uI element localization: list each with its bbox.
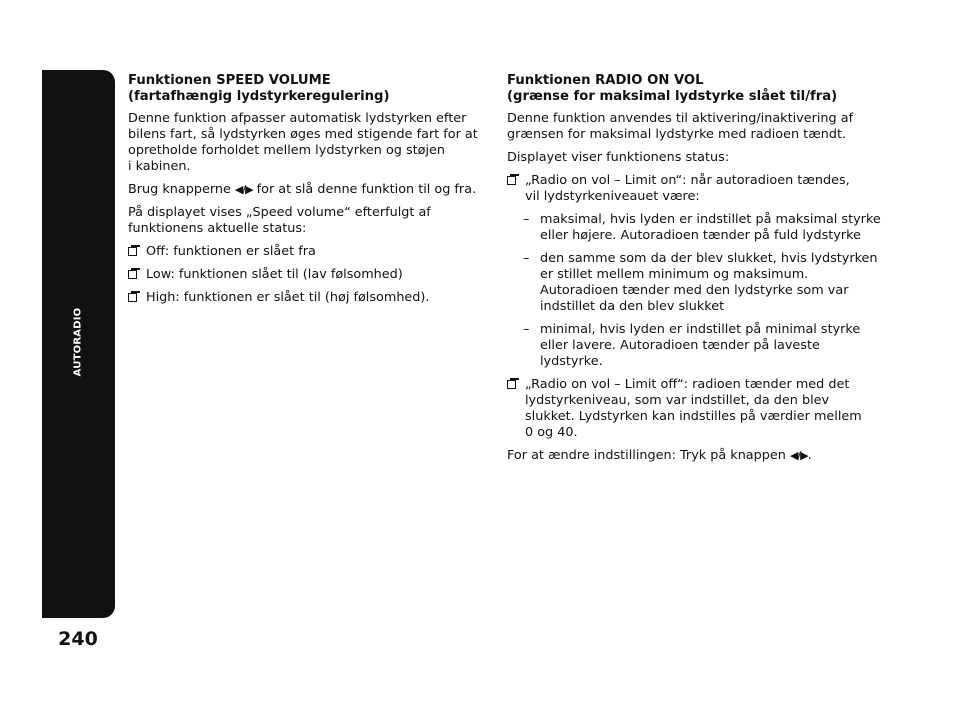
heading-line: Funktionen RADIO ON VOL: [507, 73, 704, 88]
left-right-arrow-icon: ◀/▶: [789, 449, 808, 462]
text-line: 0 og 40.: [525, 425, 578, 440]
list-item-text: High: funktionen er slået til (høj følsomhed).: [146, 290, 430, 305]
text-line: „Radio on vol – Limit on“: når autoradioen tændes,: [525, 173, 850, 188]
list-item-text: Low: funktionen slået til (lav følsomhed): [146, 267, 403, 282]
text-line: er stillet mellem minimum og maksimum.: [540, 267, 809, 282]
text-line: Autoradioen tænder med den lydstyrke som var: [540, 283, 849, 298]
text-line: eller lavere. Autoradioen tænder på laveste: [540, 338, 820, 353]
list-item: [507, 173, 862, 205]
text-line: slukket. Lydstyrken kan indstilles på værdier mellem: [525, 409, 862, 424]
section-label: AUTORADIO: [72, 307, 84, 377]
text-line: minimal, hvis lyden er indstillet på minimal styrke: [540, 322, 861, 337]
text-line: Denne funktion anvendes til aktivering/inaktivering af: [507, 111, 854, 126]
checkbox-bullet-icon: [507, 176, 516, 185]
sub-list-item: [507, 212, 881, 244]
speed-volume-section: [128, 73, 483, 313]
checkbox-bullet-icon: [128, 293, 137, 302]
radio-on-vol-heading: [507, 73, 862, 105]
list-item-text: Off: funktionen er slået fra: [146, 244, 316, 259]
checkbox-bullet-icon: [507, 380, 516, 389]
text-line: Denne funktion afpasser automatisk lydstyrken efter: [128, 111, 467, 126]
heading-line: Funktionen SPEED VOLUME: [128, 73, 331, 88]
heading-line: (grænse for maksimal lydstyrke slået til/fra): [507, 89, 838, 104]
button-instruction: [128, 182, 483, 198]
list-item: [507, 377, 862, 441]
text-line: i kabinen.: [128, 159, 191, 174]
page-number: 240: [58, 628, 98, 650]
text-fragment: For at ændre indstillingen: Tryk på knappen: [507, 448, 790, 463]
list-item: [128, 244, 483, 260]
text-line: den samme som da der blev slukket, hvis lydstyrken: [540, 251, 878, 266]
text-line: funktionens aktuelle status:: [128, 221, 307, 236]
checkbox-bullet-icon: [128, 247, 137, 256]
text-fragment: .: [807, 448, 812, 463]
sub-list-item: [507, 251, 878, 315]
text-line: opretholde forholdet mellem lydstyrken og støjen: [128, 143, 446, 158]
text-line: vil lydstyrkeniveauet være:: [525, 189, 700, 204]
list-item: [128, 290, 483, 306]
speed-volume-intro: [128, 111, 483, 175]
text-line: lydstyrke.: [540, 354, 603, 369]
status-intro: Displayet viser funktionens status:: [507, 150, 730, 165]
speed-volume-heading: [128, 73, 483, 105]
text-line: lydstyrkeniveau, som var indstillet, da den blev: [525, 393, 830, 408]
text-line: eller højere. Autoradioen tænder på fuld lydstyrke: [540, 228, 861, 243]
text-fragment: for at slå denne funktion til og fra.: [252, 182, 477, 197]
heading-line: (fartafhængig lydstyrkeregulering): [128, 89, 390, 104]
dash-bullet: –: [523, 212, 530, 227]
text-line: grænsen for maksimal lydstyrke med radioen tændt.: [507, 127, 847, 142]
text-line: „Radio on vol – Limit off“: radioen tænder med det: [525, 377, 850, 392]
text-line: bilens fart, så lydstyrken øges med stigende fart for at: [128, 127, 478, 142]
text-line: På displayet vises „Speed volume“ efterfulgt af: [128, 205, 431, 220]
text-line: indstillet da den blev slukket: [540, 299, 725, 314]
change-instruction: [507, 448, 862, 464]
display-description: [128, 205, 483, 237]
radio-on-vol-section: [507, 73, 881, 471]
left-right-arrow-icon: ◀/▶: [234, 183, 253, 196]
text-fragment: Brug knapperne: [128, 182, 235, 197]
dash-bullet: –: [523, 322, 530, 337]
sub-list-item: [507, 322, 862, 370]
text-line: maksimal, hvis lyden er indstillet på maksimal styrke: [540, 212, 881, 227]
list-item: [128, 267, 483, 283]
radio-on-vol-intro: [507, 111, 862, 143]
dash-bullet: –: [523, 251, 530, 266]
checkbox-bullet-icon: [128, 270, 137, 279]
